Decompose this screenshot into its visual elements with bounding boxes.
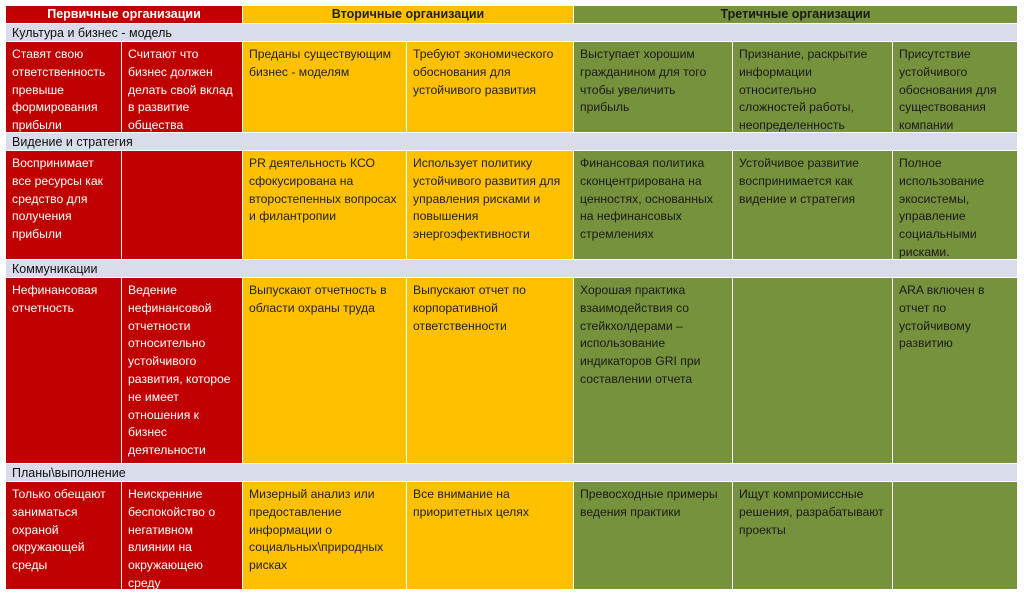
cell-comm-tertiary-2 [733,278,893,464]
header-secondary: Вторичные организации [243,6,574,24]
section-title-communications: Коммуникации [6,260,1018,278]
cell-vision-primary-2 [122,151,243,260]
section-title-plans: Планы\выполнение [6,464,1018,482]
cell-culture-tertiary-1: Выступает хорошим гражданином для того чтобы увеличить прибыль [574,42,733,133]
cell-comm-tertiary-3: ARA включен в отчет по устойчивому развитию [893,278,1018,464]
cell-comm-primary-1: Нефинансовая отчетность [6,278,122,464]
cell-vision-tertiary-3: Полное использование экосистемы, управление социальными рисками. [893,151,1018,260]
cell-plans-tertiary-3 [893,482,1018,590]
cell-vision-tertiary-2: Устойчивое развитие воспринимается как видение и стратегия [733,151,893,260]
cell-vision-secondary-1: PR деятельность КСО сфокусирована на второстепенных вопросах и филантропии [243,151,407,260]
cell-vision-secondary-2: Использует политику устойчивого развития для управления рисками и повышения энергоэфективности [407,151,574,260]
header-tertiary: Третичные организации [574,6,1018,24]
cell-plans-tertiary-1: Превосходные примеры ведения практики [574,482,733,590]
cell-culture-primary-1: Ставят свою ответственность превыше формирования прибыли [6,42,122,133]
cell-culture-tertiary-3: Присутствие устойчивого обоснования для существования компании [893,42,1018,133]
cell-comm-secondary-1: Выпускают отчетность в области охраны труда [243,278,407,464]
organization-comparison-table [6,6,1018,598]
cell-culture-primary-2: Считают что бизнес должен делать свой вклад в развитие общества [122,42,243,133]
section-title-culture: Культура и бизнес - модель [6,24,1018,42]
cell-comm-primary-2: Ведение нефинансовой отчетности относительно устойчивого развития, которое не имеет отношения к бизнес деятельности [122,278,243,464]
cell-comm-tertiary-1: Хорошая практика взаимодействия со стейкхолдерами – использование индикаторов GRI при составлении отчета [574,278,733,464]
cell-plans-primary-2: Неискренние беспокойство о негативном влиянии на окружающею среду [122,482,243,590]
cell-vision-primary-1: Воспринимает все ресурсы как средство для получения прибыли [6,151,122,260]
cell-culture-secondary-2: Требуют экономического обоснования для устойчивого развития [407,42,574,133]
cell-culture-secondary-1: Преданы существующим бизнес - моделям [243,42,407,133]
cell-plans-primary-1: Только обещают заниматься охраной окружающей среды [6,482,122,590]
section-title-vision: Видение и стратегия [6,133,1018,151]
cell-plans-secondary-1: Мизерный анализ или предоставление информации о социальных\природных рисках [243,482,407,590]
cell-culture-tertiary-2: Признание, раскрытие информации относительно сложностей работы, неопределенность [733,42,893,133]
cell-vision-tertiary-1: Финансовая политика сконцентрирована на ценностях, основанных на нефинансовых стремлениях [574,151,733,260]
cell-plans-secondary-2: Все внимание на приоритетных целях [407,482,574,590]
cell-plans-tertiary-2: Ищут компромиссные решения, разрабатывают проекты [733,482,893,590]
header-primary: Первичные организации [6,6,243,24]
cell-comm-secondary-2: Выпускают отчет по корпоративной ответственности [407,278,574,464]
